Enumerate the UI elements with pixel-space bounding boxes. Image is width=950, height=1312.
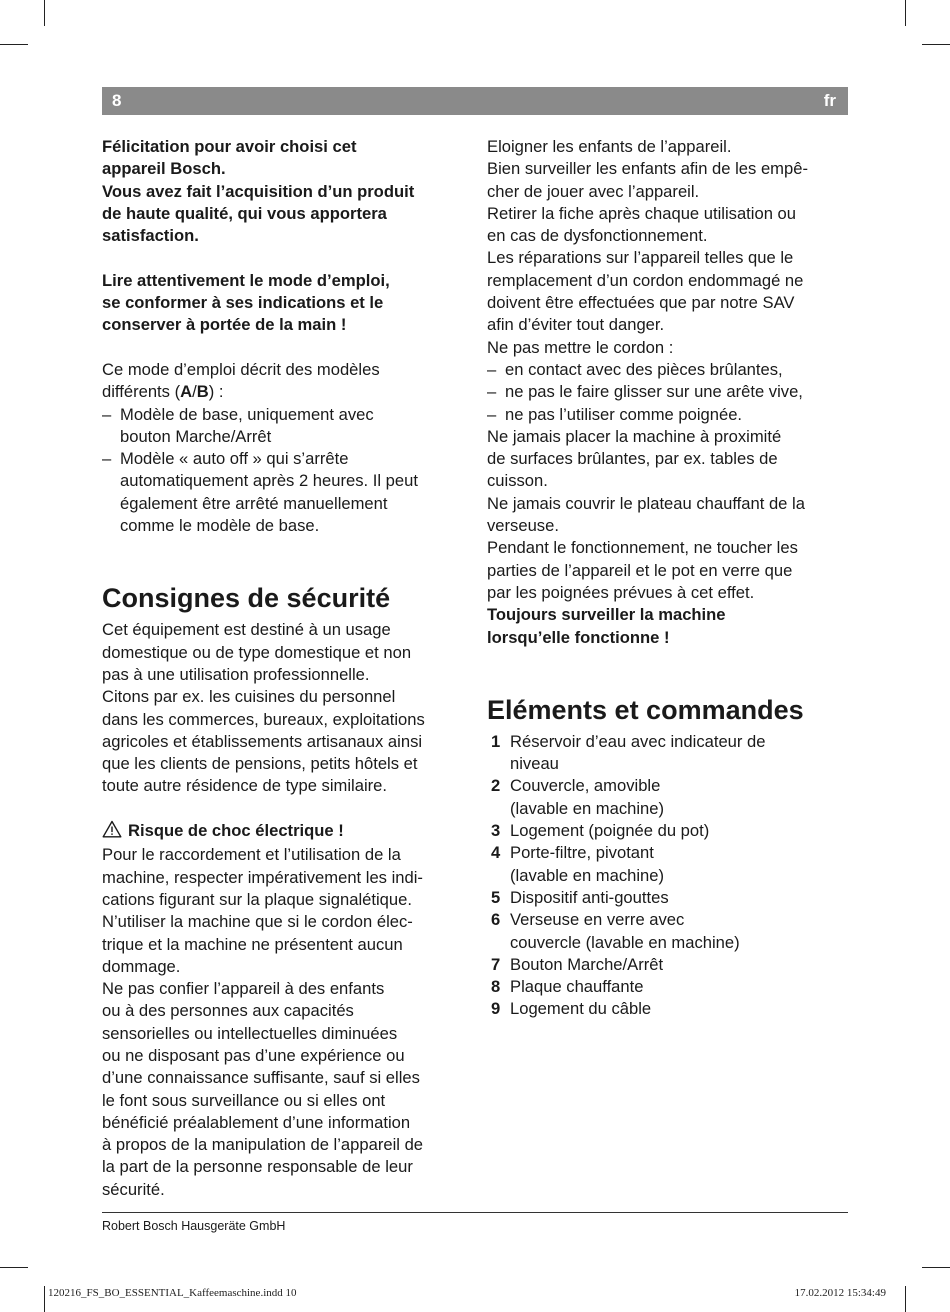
text-line: Félicitation pour avoir choisi cet — [102, 137, 357, 156]
item-number: 7 — [491, 954, 501, 974]
text-line: Ne jamais couvrir le plateau chauffant de la — [487, 493, 805, 513]
item-number: 4 — [491, 843, 501, 863]
text-line: sensorielles ou intellectuelles diminuées — [102, 1023, 398, 1043]
text-line: Logement (poignée du pot) — [510, 821, 710, 841]
dash-marker: – — [102, 449, 112, 469]
text-span: ) : — [208, 382, 224, 402]
text-line: N’utiliser la machine que si le cordon élec- — [102, 912, 413, 932]
crop-mark — [0, 44, 28, 45]
text-line: la part de la personne responsable de leur — [102, 1157, 413, 1177]
model-list-item — [102, 448, 474, 537]
list-item — [487, 820, 848, 842]
safety-heading: Consignes de sécurité — [102, 583, 391, 614]
text-line — [102, 381, 474, 403]
text-line: (lavable en machine) — [510, 798, 665, 818]
supervise-notice — [487, 604, 848, 649]
text-line: dans les commerces, bureaux, exploitations — [102, 709, 425, 729]
list-item — [487, 909, 848, 954]
slug-filename: 120216_FS_BO_ESSENTIAL_Kaffeemaschine.indd 10 — [48, 1287, 297, 1299]
text-line: agricoles et établissements artisanaux ainsi — [102, 731, 423, 751]
text-line: Ne pas mettre le cordon : — [487, 337, 674, 357]
cord-list-item — [487, 359, 848, 381]
list-item — [487, 887, 848, 909]
crop-mark — [44, 0, 45, 26]
crop-mark — [922, 1267, 950, 1268]
text-span: / — [192, 382, 197, 402]
warning-title: Risque de choc électrique ! — [128, 821, 344, 841]
text-line: appareil Bosch. — [102, 159, 226, 179]
text-line: toute autre résidence de type similaire. — [102, 776, 388, 796]
item-number: 9 — [491, 999, 501, 1019]
text-line: sécurité. — [102, 1179, 165, 1199]
text-line: domestique ou de type domestique et non — [102, 642, 412, 662]
crop-mark — [0, 1267, 28, 1268]
dash-marker: – — [487, 382, 497, 402]
crop-mark — [905, 1286, 906, 1312]
text-line: à propos de la manipulation de l’appareil de — [102, 1135, 424, 1155]
text-line: Eloigner les enfants de l’appareil. — [487, 137, 732, 156]
list-item — [487, 954, 848, 976]
text-line: Plaque chauffante — [510, 977, 644, 997]
text-line: ne pas l’utiliser comme poignée. — [505, 404, 743, 424]
text-line: ou à des personnes aux capacités — [102, 1001, 354, 1021]
language-code: fr — [823, 91, 836, 110]
crop-mark — [905, 0, 906, 26]
text-line: le font sous surveillance ou si elles ont — [102, 1090, 386, 1110]
text-line: afin d’éviter tout danger. — [487, 315, 665, 335]
warning-heading — [102, 820, 474, 844]
warning-text — [102, 844, 474, 1201]
text-line: également être arrêté manuellement — [120, 493, 388, 513]
cord-list — [487, 359, 848, 426]
text-span: différents ( — [102, 382, 181, 402]
text-line: Ne jamais placer la machine à proximité — [487, 426, 782, 446]
text-line: cuisson. — [487, 471, 548, 491]
model-list-item — [102, 404, 474, 449]
list-item — [487, 998, 848, 1020]
footer-divider — [102, 1212, 848, 1213]
crop-mark — [44, 1286, 45, 1312]
text-line: cher de jouer avec l’appareil. — [487, 181, 700, 201]
intro-congrats — [102, 136, 474, 247]
text-line: lorsqu’elle fonctionne ! — [487, 627, 670, 647]
text-line: machine, respecter impérativement les indi- — [102, 867, 423, 887]
safety-usage — [102, 619, 474, 797]
item-number: 8 — [491, 977, 501, 997]
text-line: pas à une utilisation professionnelle. — [102, 664, 370, 684]
text-line: Modèle de base, uniquement avec — [120, 404, 374, 424]
cord-list-item — [487, 381, 848, 403]
elements-list — [487, 731, 848, 1021]
list-item — [487, 976, 848, 998]
text-line: Cet équipement est destiné à un usage — [102, 620, 391, 640]
text-line: Pendant le fonctionnement, ne toucher les — [487, 538, 798, 558]
list-item — [487, 842, 848, 887]
text-line: de surfaces brûlantes, par ex. tables de — [487, 449, 778, 469]
safety-continued — [487, 136, 848, 359]
footer-company: Robert Bosch Hausgeräte GmbH — [102, 1219, 286, 1233]
warning-triangle-icon — [102, 820, 122, 844]
text-line: parties de l’appareil et le pot en verre que — [487, 560, 793, 580]
text-line: Les réparations sur l’appareil telles que le — [487, 248, 794, 268]
list-item — [487, 731, 848, 776]
right-column — [487, 136, 848, 1021]
text-line: ne pas le faire glisser sur une arête vive, — [505, 382, 803, 402]
text-line: d’une connaissance suffisante, sauf si elles — [102, 1068, 420, 1088]
models-description — [102, 359, 474, 537]
text-line: Lire attentivement le mode d’emploi, — [102, 270, 390, 290]
dash-marker: – — [487, 404, 497, 424]
text-line: que les clients de pensions, petits hôtels et — [102, 754, 418, 774]
text-line: remplacement d’un cordon endommagé ne — [487, 270, 804, 290]
text-line: Verseuse en verre avec — [510, 910, 685, 930]
text-line: verseuse. — [487, 516, 559, 536]
text-line: Réservoir d’eau avec indicateur de — [510, 731, 766, 751]
safety-continued-2 — [487, 426, 848, 604]
read-notice — [102, 270, 474, 337]
item-number: 6 — [491, 910, 501, 930]
text-line: se conformer à ses indications et le — [102, 293, 384, 313]
dash-marker: – — [102, 404, 112, 424]
text-line: Dispositif anti-gouttes — [510, 887, 669, 907]
text-line: Retirer la fiche après chaque utilisation ou — [487, 203, 797, 223]
item-number: 5 — [491, 887, 501, 907]
dash-marker: – — [487, 359, 497, 379]
text-line: automatiquement après 2 heures. Il peut — [120, 471, 418, 491]
text-line: Citons par ex. les cuisines du personnel — [102, 687, 396, 707]
elements-heading: Eléments et commandes — [487, 694, 804, 725]
text-line: trique et la machine ne présentent aucun — [102, 934, 403, 954]
text-line: Ce mode d’emploi décrit des modèles — [102, 359, 380, 379]
slug-timestamp: 17.02.2012 15:34:49 — [794, 1287, 886, 1299]
text-line: niveau — [510, 754, 559, 774]
text-line: (lavable en machine) — [510, 865, 665, 885]
text-line: en cas de dysfonctionnement. — [487, 226, 708, 246]
text-line: Porte-filtre, pivotant — [510, 843, 654, 863]
text-line: par les poignées prévues à cet effet. — [487, 582, 755, 602]
page-header-bar — [102, 87, 848, 115]
text-line: Couvercle, amovible — [510, 776, 661, 796]
text-line: conserver à portée de la main ! — [102, 315, 347, 335]
list-item — [487, 775, 848, 820]
text-line: cations figurant sur la plaque signalétique. — [102, 889, 412, 909]
model-b-label: B — [196, 382, 209, 402]
model-a-label: A — [180, 382, 193, 402]
text-line: Pour le raccordement et l’utilisation de la — [102, 845, 401, 865]
text-line: Ne pas confier l’appareil à des enfants — [102, 979, 385, 999]
text-line: ou ne disposant pas d’une expérience ou — [102, 1045, 405, 1065]
text-line: dommage. — [102, 956, 181, 976]
text-line: Modèle « auto off » qui s’arrête — [120, 449, 349, 469]
text-line: couvercle (lavable en machine) — [510, 932, 740, 952]
text-line: Logement du câble — [510, 999, 652, 1019]
text-line: bouton Marche/Arrêt — [120, 426, 272, 446]
text-line: de haute qualité, qui vous apportera — [102, 203, 387, 223]
text-line: bénéficié préalablement d’une information — [102, 1112, 411, 1132]
text-line: comme le modèle de base. — [120, 516, 320, 536]
item-number: 1 — [491, 731, 501, 751]
page-number: 8 — [112, 91, 122, 110]
left-column — [102, 136, 474, 1201]
text-line: satisfaction. — [102, 226, 199, 246]
text-line: Vous avez fait l’acquisition d’un produit — [102, 181, 415, 201]
text-line: doivent être effectuées que par notre SAV — [487, 293, 795, 313]
cord-list-item — [487, 404, 848, 426]
text-line: Toujours surveiller la machine — [487, 605, 726, 625]
text-line: Bouton Marche/Arrêt — [510, 954, 664, 974]
crop-mark — [922, 44, 950, 45]
item-number: 2 — [491, 776, 501, 796]
item-number: 3 — [491, 821, 501, 841]
text-line: en contact avec des pièces brûlantes, — [505, 359, 783, 379]
text-line: Bien surveiller les enfants afin de les empê- — [487, 159, 808, 179]
